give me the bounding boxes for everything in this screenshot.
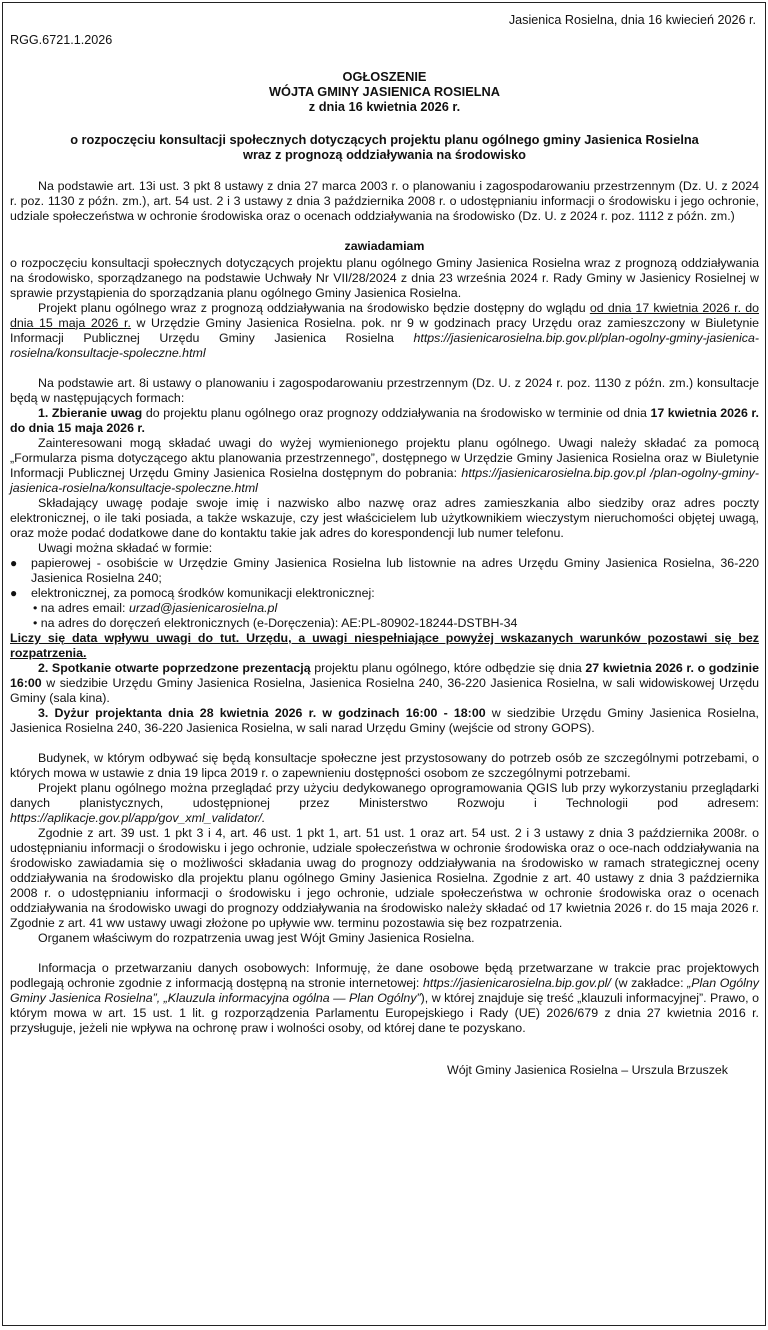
item-1-p1-text: Zainteresowani mogą składać uwagi do wyżej wymienionego projektu planu ogólnego. Uwagi należy składać za pomocą „Formularza pisma dotyczącego aktu planowania przestrzennego”, dostępnego w Urzędzie Gminy Jasienica Rosielna oraz w Biuletynie Informacji Publicznej Urzędu Gminy Jasienica Rosielna dostępnym do pobrania: — [10, 435, 759, 480]
item-3-text: w siedzibie Urzędu Gminy Jasienica Rosielna, Jasienica Rosielna 240, 36-220 Jasienica Rosielna, w sali narad Urzędu Gminy (wejście od strony GOPS). — [10, 705, 760, 735]
bullet-paper-text: papierowej - osobiście w Urzędzie Gminy Jasienica Rosielna lub listownie na adres Urzędu Gminy Jasienica Rosielna, 36-220 Jasienica Rosielna 240; — [31, 555, 759, 585]
item-1-paragraph-2: Składający uwagę podaje swoje imię i nazwisko albo nazwę oraz adres zamieszkania albo siedziby oraz adres poczty elektronicznej, o ile taki posiada, a także wskazuje, czy jest właścicielem lub użytkownikiem wieczystym nieruchomości objętej uwagą, oraz może podać dodatkowe dane do kontaktu takie jak adres do korespondencji lub numer telefonu. — [10, 495, 759, 540]
gdpr-text-2: (w zakładce: — [610, 975, 688, 990]
availability-text-2: w Urzędzie Gminy Jasienica Rosielna. pok. nr 9 w godzinach pracy Urzędu oraz zamieszczony w Biuletynie Informacji Publicznej Urzędu Gminy Jasienica Rosielna — [10, 315, 759, 345]
item-2-text-2: w siedzibie Urzędu Gminy Jasienica Rosielna, Jasienica Rosielna 240, 36-220 Jasienica Rosielna, w sali widowiskowej Urzędu Gminy (sala kina). — [10, 675, 759, 705]
email-link[interactable]: urzad@jasienicarosielna.pl — [128, 600, 278, 615]
availability-dates: od dnia 17 kwietnia 2026 r. do dnia 15 maja 2026 r. — [10, 300, 759, 330]
forms-intro-paragraph: Na podstawie art. 8i ustawy o planowaniu i zagospodarowaniu przestrzennym (Dz. U. z 2024 r. poz. 1130 z późn. zm.) konsultacje będą w następujących formach: — [10, 375, 759, 405]
authority-paragraph: Organem właściwym do rozpatrzenia uwag jest Wójt Gminy Jasienica Rosielna. — [38, 930, 475, 945]
item-3-label: 3. Dyżur projektanta dnia 28 kwietnia 2026 r. w godzinach 16:00 - 18:00 — [38, 705, 486, 720]
item-1-dates: 17 kwietnia 2026 r. do dnia 15 maja 2026 r. — [10, 405, 759, 435]
gdpr-tab-names: „Plan Ogólny Gminy Jasienica Rosielna”, „Klauzula informacyjna ogólna — Plan Ogólny” — [10, 975, 759, 1005]
title-line-3: z dnia 16 kwietnia 2026 r. — [308, 99, 461, 115]
subject-line-2: wraz z prognozą oddziaływania na środowisko — [243, 147, 526, 163]
announcement-document — [2, 2, 766, 1326]
accessibility-paragraph: Budynek, w którym odbywać się będą konsultacje społeczne jest przystosowany do potrzeb osób ze szczególnymi potrzebami, o których mowa w ustawie z dnia 19 lipca 2019 r. o zapewnieniu dostępności osobom ze szczególnymi potrzebami. — [10, 750, 759, 780]
sub-bullet-email-label: • na adres email: — [33, 600, 129, 615]
qgis-text: Projekt planu ogólnego można przeglądać przy użyciu dedykowanego oprogramowania QGIS lub przy wykorzystaniu przeglądarki danych planistycznych, udostępnionej przez Ministerstwo Rozwoju i Technologii pod adresem: — [10, 780, 759, 810]
gdpr-text-3: ), w której znajduje się treść „klauzuli informacyjnej”. Prawo, o którym mowa w art. 15 ust. 1 lit. g rozporządzenia Parlamentu Europejskiego i Rady (UE) 2026/679 z dnia 27 kwietnia 2016 r. przysługuje, jeżeli nie wpływa na ochronę praw i wolności osoby, od której dane te pozyskano. — [10, 990, 759, 1035]
signature: Wójt Gminy Jasienica Rosielna – Urszula Brzuszek — [447, 1062, 728, 1077]
bullet-electronic-text: elektronicznej, za pomocą środków komunikacji elektronicznej: — [31, 585, 375, 600]
validator-link[interactable]: https://aplikacje.gov.pl/app/gov_xml_validator/. — [10, 810, 266, 825]
bullet-paper — [10, 556, 759, 586]
item-1-label: 1. Zbieranie uwag — [38, 405, 143, 420]
title-line-1: OGŁOSZENIE — [342, 69, 427, 84]
item-2-paragraph — [10, 661, 759, 706]
legal-basis-paragraph: Na podstawie art. 13i ust. 3 pkt 8 ustawy z dnia 27 marca 2003 r. o planowaniu i zagospodarowaniu przestrzennym (Dz. U. z 2024 r. poz. 1130 z późn. zm.), art. 54 ust. 2 i 3 ustawy z dnia 3 października 2008 r. o udostępnianiu informacji o środowisku i jego ochronie, udziale społeczeństwa w ochronie środowiska oraz o ocenach oddziaływania na środowisko (Dz. U. z 2024 r. poz. 1112 z późn. zm.) — [10, 178, 759, 223]
item-1-paragraph-3: Uwagi można składać w formie: — [38, 540, 213, 555]
gdpr-text-1: Informacja o przetwarzaniu danych osobowych: Informuję, że dane osobowe będą przetwarzane w trakcie prac projektowych podlegają ochronie zgodnie z informacją dostępną na stronie internetowej: — [10, 960, 759, 990]
item-1-text: do projektu planu ogólnego oraz prognozy oddziaływania na środowisko w terminie od dnia — [142, 405, 651, 420]
title-line-2: WÓJTA GMINY JASIENICA ROSIELNA — [268, 84, 501, 100]
document-subject — [10, 132, 759, 163]
availability-paragraph — [10, 301, 759, 361]
sub-bullet-email — [10, 601, 759, 616]
subject-line-1: o rozpoczęciu konsultacji społecznych dotyczących projektu planu ogólnego gminy Jasienica Rosielna — [70, 131, 699, 147]
item-1-paragraph-1 — [10, 436, 759, 496]
sub-bullet-edelivery: • na adres do doręczeń elektronicznych (e-Doręczenia): AE:PL-80902-18244-DSTBH-34 — [33, 615, 518, 630]
deadline-warning: Liczy się data wpływu uwagi do tut. Urzędu, a uwagi niespełniające powyżej wskazanych warunków pozostawi się bez rozpatrzenia. — [10, 630, 759, 660]
bip-link[interactable]: https://jasienicarosielna.bip.gov.pl/plan-ogolny-gminy-jasienica-rosielna/konsultacje-spoleczne.html — [10, 330, 759, 360]
bullet-icon: ● — [10, 585, 18, 600]
gdpr-link[interactable]: https://jasienicarosielna.bip.gov.pl/ — [423, 975, 611, 990]
document-title — [10, 69, 759, 115]
gdpr-paragraph — [10, 961, 759, 1036]
item-2-label: 2. Spotkanie otwarte poprzedzone prezentacją — [38, 660, 311, 675]
bullet-electronic — [10, 586, 759, 601]
notice-paragraph: o rozpoczęciu konsultacji społecznych dotyczących projektu planu ogólnego Gminy Jasienica Rosielna wraz z prognozą oddziaływania na środowisko, sporządzanego na podstawie Uchwały Nr VII/28/2024 z dnia 23 września 2024 r. Rady Gminy w Jasienicy Rosielnej w sprawie przystąpienia do sporządzania planu ogólnego Gminy Jasienica Rosielna. — [10, 255, 759, 300]
item-2-text-1: projektu planu ogólnego, które odbędzie się dnia — [310, 660, 586, 675]
bullet-icon: ● — [10, 555, 18, 570]
item-3-paragraph — [10, 706, 759, 736]
place-and-date: Jasienica Rosielna, dnia 16 kwiecień 2026 r. — [508, 13, 756, 27]
availability-text: Projekt planu ogólnego wraz z prognozą oddziaływania na środowisko będzie dostępny do wglądu — [38, 300, 590, 315]
prognosis-remarks-paragraph: Zgodnie z art. 39 ust. 1 pkt 3 i 4, art. 46 ust. 1 pkt 1, art. 51 ust. 1 oraz art. 54 ust. 2 i 3 ustawy z dnia 3 października 2008r. o udostępnianiu informacji o środowisku i jego ochronie, udziale społeczeństwa w ochronie środowiska oraz o oce-nach oddziaływania na środowisko zawiadamia się o możliwości składania uwag do prognozy oddziaływania na środowisko w ramach strategicznej oceny oddziaływania na środowisko dla projektu planu ogólnego Gminy Jasienica Rosielna. Zgodnie z art. 40 ustawy z dnia 3 października 2008 r. o udostępnianiu informacji o środowisku i jego ochronie, udziale społeczeństwa w ochronie środowiska oraz o ocenach oddziaływania na środowisko uwagi do prognozy oddziaływania na środowisko należy składać od 17 kwietnia 2026 r. do 15 maja 2026 r. Zgodnie z art. 41 ww ustawy uwagi złożone po upływie ww. terminu pozostawia się bez rozpatrzenia. — [10, 825, 759, 930]
reference-number: RGG.6721.1.2026 — [10, 33, 113, 47]
qgis-paragraph — [10, 781, 759, 826]
form-download-link[interactable]: https://jasienicarosielna.bip.gov.pl /plan-ogolny-gminy-jasienica-rosielna/konsultacje-spoleczne.html — [10, 465, 759, 495]
announce-heading: zawiadamiam — [344, 238, 425, 253]
document-header — [10, 13, 759, 53]
item-1-heading — [10, 406, 759, 436]
item-2-date: 27 kwietnia 2026 r. o godzinie 16:00 — [10, 660, 759, 690]
